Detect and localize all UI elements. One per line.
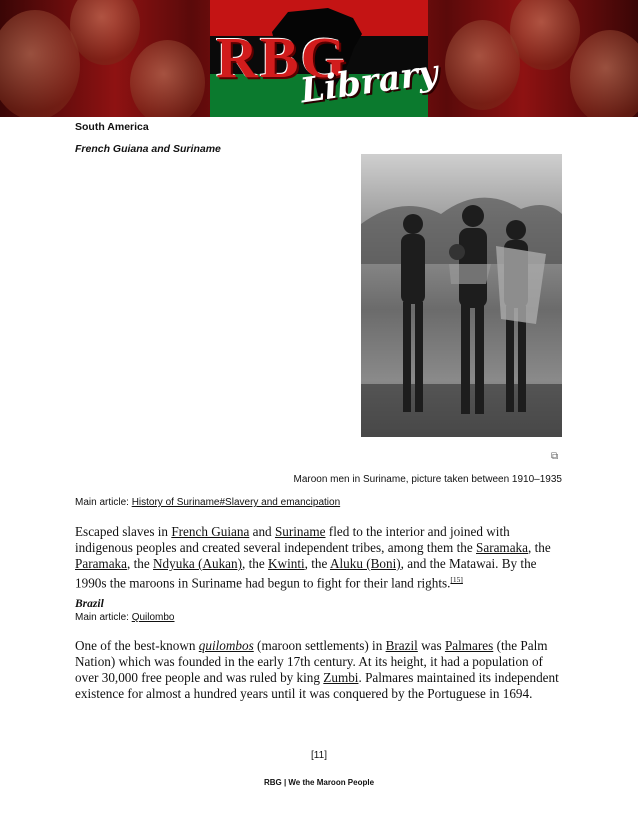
text: One of the best-known xyxy=(75,638,199,653)
text: fled to the interior and joined with indigenous peoples and created several independent tribes, among them the xyxy=(75,524,510,555)
header-banner xyxy=(0,0,638,117)
portrait-collage xyxy=(130,40,205,117)
library-logo-text: Library xyxy=(297,52,441,112)
portrait-collage xyxy=(445,20,520,110)
quilombos-link[interactable]: quilombos xyxy=(198,638,254,653)
portrait-collage xyxy=(570,30,638,117)
maroon-men-photo xyxy=(361,154,562,437)
text: (the Palm Nation) which was founded in the early 17th century. At its height, it had a population of over 30,000 free people and was ruled by king xyxy=(75,638,548,685)
text: , the xyxy=(528,540,551,555)
history-of-suriname-link[interactable]: History of Suriname#Slavery and emancipation xyxy=(131,497,341,508)
zumbi-link[interactable]: Zumbi xyxy=(323,670,359,685)
text: and xyxy=(249,524,275,539)
suriname-link[interactable]: Suriname xyxy=(274,524,326,539)
figure-caption: Maroon men in Suriname, picture taken between 1910–1935 xyxy=(293,474,562,485)
saramaka-link[interactable]: Saramaka xyxy=(476,540,528,555)
main-article-prefix: Main article: xyxy=(75,612,132,623)
aluku-link[interactable]: Aluku (Boni) xyxy=(329,556,401,571)
text: , and the Matawai. By the 1990s the maroons in Suriname had begun to fight for their land rights. xyxy=(75,556,537,591)
text: Escaped slaves in xyxy=(75,524,172,539)
text: , the xyxy=(242,556,269,571)
paramaka-link[interactable]: Paramaka xyxy=(75,556,127,571)
paragraph-suriname xyxy=(75,524,565,591)
subsection-title: French Guiana and Suriname xyxy=(75,143,221,155)
main-article-note xyxy=(75,612,175,623)
reference-15-link[interactable]: [15] xyxy=(450,575,463,584)
text: (maroon settlements) in xyxy=(253,638,386,653)
text: was xyxy=(417,638,445,653)
kwinti-link[interactable]: Kwinti xyxy=(268,556,305,571)
page-number: [11] xyxy=(311,750,327,761)
portrait-collage xyxy=(70,0,140,65)
text: , the xyxy=(304,556,330,571)
palmares-link[interactable]: Palmares xyxy=(444,638,494,653)
text: . Palmares maintained its independent existence for almost a hundred years until it was conquered by the Portuguese in 1694. xyxy=(75,670,559,701)
main-article-prefix: Main article: xyxy=(75,497,132,508)
section-title: South America xyxy=(75,121,149,133)
text: , the xyxy=(127,556,154,571)
paragraph-brazil xyxy=(75,638,567,702)
ndyuka-link[interactable]: Ndyuka (Aukan) xyxy=(153,556,243,571)
portrait-collage xyxy=(510,0,580,70)
rbg-logo: RBG xyxy=(216,25,348,90)
brazil-link[interactable]: Brazil xyxy=(385,638,418,653)
french-guiana-link[interactable]: French Guiana xyxy=(171,524,250,539)
expand-icon[interactable]: ⧉ xyxy=(551,451,559,462)
main-article-note xyxy=(75,497,340,508)
page-footer: RBG | We the Maroon People xyxy=(263,778,375,787)
brazil-heading: Brazil xyxy=(75,598,104,610)
quilombo-link[interactable]: Quilombo xyxy=(131,612,175,623)
photo-illustration xyxy=(361,154,562,437)
portrait-collage xyxy=(0,10,80,117)
